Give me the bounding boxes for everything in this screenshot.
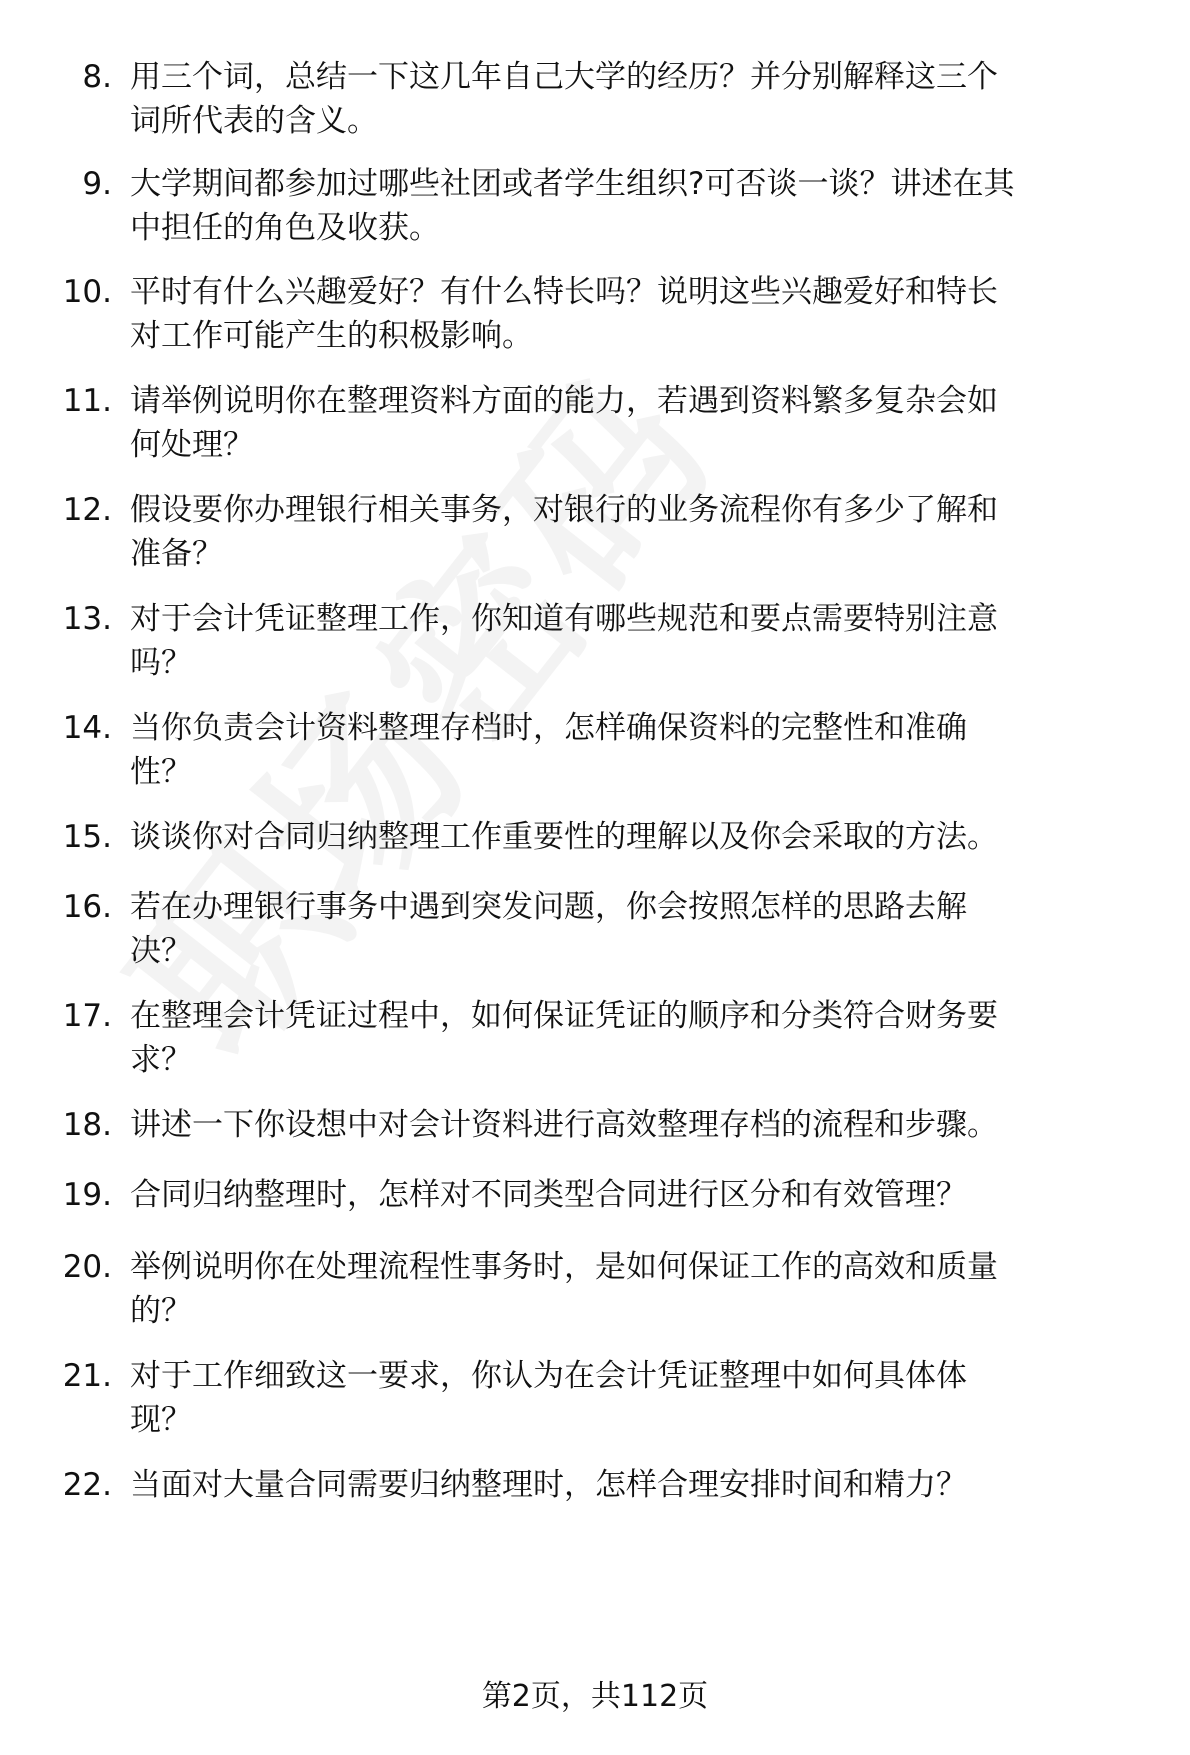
question-text: 合同归纳整理时，怎样对不同类型合同进行区分和有效管理？ (130, 1177, 967, 1213)
question-number: 8. (82, 59, 112, 95)
question-number: 22. (62, 1467, 112, 1503)
question-number: 20. (62, 1249, 112, 1285)
question-number: 14. (62, 710, 112, 746)
question-text: 大学期间都参加过哪些社团或者学生组织?可否谈一谈？讲述在其 中担任的角色及收获。 (130, 166, 1015, 246)
question-number: 16. (62, 889, 112, 925)
question-number: 11. (62, 383, 112, 419)
question-text: 在整理会计凭证过程中，如何保证凭证的顺序和分类符合财务要 求？ (130, 998, 998, 1078)
question-text: 请举例说明你在整理资料方面的能力，若遇到资料繁多复杂会如 何处理？ (130, 383, 998, 463)
question-text: 对于工作细致这一要求，你认为在会计凭证整理中如何具体体 现？ (130, 1358, 967, 1438)
page-footer: 第2页，共112页 (481, 1679, 709, 1714)
question-number: 15. (62, 819, 112, 855)
question-text: 对于会计凭证整理工作，你知道有哪些规范和要点需要特别注意 吗？ (130, 601, 998, 681)
question-number: 9. (82, 166, 112, 202)
question-text: 平时有什么兴趣爱好？有什么特长吗？说明这些兴趣爱好和特长 对工作可能产生的积极影响。 (130, 274, 998, 354)
question-text: 当你负责会计资料整理存档时，怎样确保资料的完整性和准确 性？ (130, 710, 967, 790)
question-number: 12. (62, 492, 112, 528)
question-number: 13. (62, 601, 112, 637)
question-text: 假设要你办理银行相关事务，对银行的业务流程你有多少了解和 准备？ (130, 492, 998, 572)
question-number: 10. (62, 274, 112, 310)
question-number: 17. (62, 998, 112, 1034)
question-text: 若在办理银行事务中遇到突发问题，你会按照怎样的思路去解 决？ (130, 889, 967, 969)
question-number: 18. (62, 1107, 112, 1143)
question-text: 谈谈你对合同归纳整理工作重要性的理解以及你会采取的方法。 (130, 819, 998, 855)
question-number: 21. (62, 1358, 112, 1394)
question-text: 当面对大量合同需要归纳整理时，怎样合理安排时间和精力？ (130, 1467, 967, 1503)
question-text: 举例说明你在处理流程性事务时，是如何保证工作的高效和质量 的？ (130, 1249, 998, 1329)
question-text: 用三个词，总结一下这几年自己大学的经历？并分别解释这三个 词所代表的含义。 (130, 59, 998, 139)
question-text: 讲述一下你设想中对会计资料进行高效整理存档的流程和步骤。 (130, 1107, 998, 1143)
question-number: 19. (62, 1177, 112, 1213)
